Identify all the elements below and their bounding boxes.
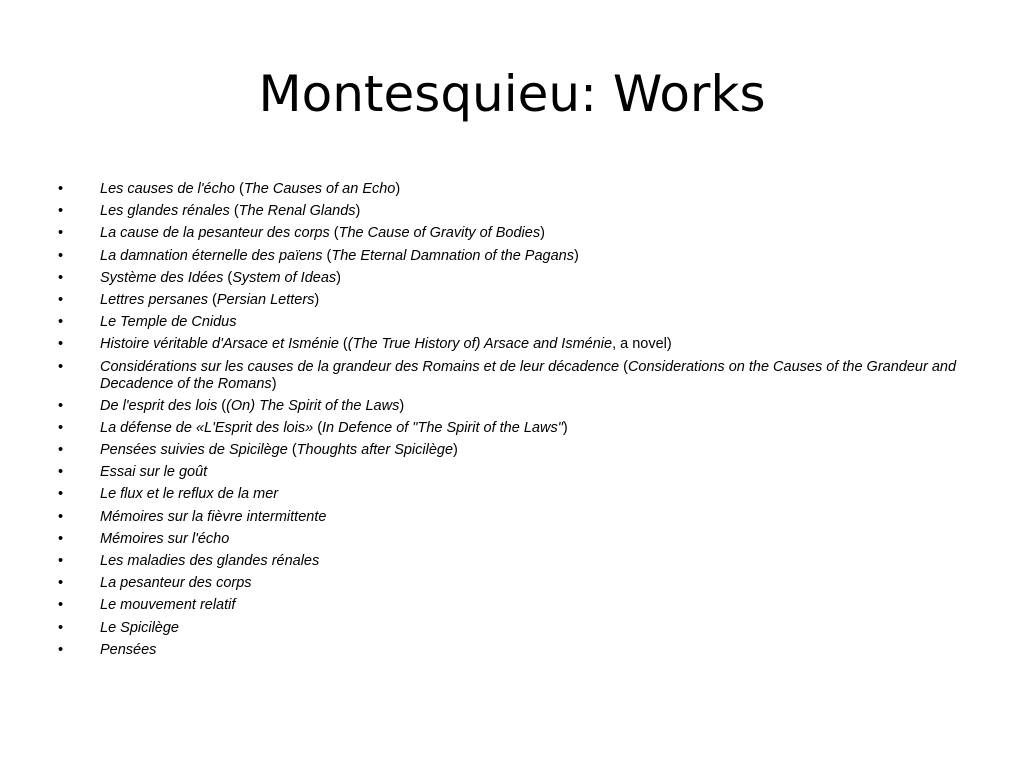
work-title-text: ( — [313, 419, 323, 436]
work-title-italic: Considerations on the Causes of the Grandeur and Decadence of the Romans — [100, 358, 957, 392]
bullet-icon: • — [58, 225, 64, 242]
slide-title: Montesquieu: Works — [258, 65, 766, 123]
work-title-italic: Pensées — [100, 641, 157, 658]
work-item — [58, 531, 978, 548]
work-title-italic: The Eternal Damnation of the Pagans — [331, 247, 574, 264]
work-item — [58, 575, 978, 592]
work-title-text: ) — [336, 269, 341, 286]
work-title-text: ) — [395, 181, 401, 197]
bullet-icon: • — [58, 181, 64, 197]
bullet-icon: • — [58, 530, 64, 547]
bullet-icon: • — [58, 597, 64, 614]
bullet-icon: • — [58, 358, 64, 375]
bullet-icon: • — [58, 336, 64, 353]
work-title-italic: The Cause of Gravity of Bodies — [338, 225, 541, 242]
work-item — [58, 203, 978, 220]
work-item — [58, 464, 978, 481]
work-title-italic: Les glandes rénales — [100, 203, 230, 220]
work-title-text: ( — [223, 269, 233, 286]
bullet-icon: • — [58, 442, 64, 459]
work-title-italic: Essai sur le goût — [100, 464, 208, 481]
work-title-italic: Le flux et le reflux de la mer — [100, 486, 279, 503]
bullet-icon: • — [58, 508, 64, 525]
work-title-italic: Le Temple de Cnidus — [100, 314, 237, 331]
work-item — [58, 553, 978, 570]
work-title-italic: Mémoires sur la fièvre intermittente — [100, 508, 327, 525]
work-title-italic: Mémoires sur l'écho — [100, 530, 230, 547]
work-item — [58, 181, 978, 198]
work-title-italic: In Defence of "The Spirit of the Laws" — [322, 419, 563, 436]
work-title-italic: Histoire véritable d'Arsace et Isménie — [100, 336, 339, 353]
work-item — [58, 486, 978, 503]
work-item — [58, 292, 978, 309]
work-title-italic: Lettres persanes — [100, 291, 209, 308]
work-title-italic: Persian Letters — [216, 291, 315, 308]
work-title-text: ( — [322, 247, 332, 264]
bullet-icon: • — [58, 419, 64, 436]
work-title-text: ) — [399, 397, 405, 414]
work-item — [58, 225, 978, 242]
work-title-text: ) — [562, 419, 568, 436]
work-title-italic: (On) The Spirit of the Laws — [226, 397, 400, 414]
work-item — [58, 442, 978, 459]
work-title-text: ) — [314, 291, 320, 308]
work-title-text: ( — [287, 442, 297, 459]
work-item — [58, 314, 978, 331]
work-title-text: ( — [208, 291, 217, 308]
work-title-italic: Pensées suivies de Spicilège — [100, 442, 288, 459]
work-title-italic: The Causes of an Echo — [243, 181, 396, 197]
work-title-text: ( — [217, 397, 227, 414]
work-title-text: ( — [229, 203, 239, 220]
bullet-icon: • — [58, 619, 64, 636]
bullet-icon: • — [58, 291, 64, 308]
work-title-italic: La défense de «L'Esprit des lois» — [100, 419, 314, 436]
work-title-italic: La damnation éternelle des païens — [100, 247, 323, 264]
work-item — [58, 509, 978, 526]
work-title-text: ) — [271, 375, 277, 392]
bullet-icon: • — [58, 641, 64, 658]
bullet-icon: • — [58, 269, 64, 286]
work-item — [58, 248, 978, 265]
work-item — [58, 642, 978, 659]
work-title-text: ) — [573, 247, 579, 264]
bullet-icon: • — [58, 486, 64, 503]
work-title-text: ( — [234, 181, 244, 197]
bullet-icon: • — [58, 464, 64, 481]
work-item — [58, 420, 978, 437]
work-item — [58, 597, 978, 614]
bullet-icon: • — [58, 575, 64, 592]
work-title-italic: La pesanteur des corps — [100, 575, 252, 592]
work-title-italic: (The True History of) Arsace and Isménie — [347, 336, 613, 353]
work-item — [58, 359, 978, 393]
bullet-icon: • — [58, 553, 64, 569]
works-list — [58, 181, 978, 664]
bullet-icon: • — [58, 247, 64, 264]
work-title-italic: Les maladies des glandes rénales — [100, 553, 320, 569]
work-title-italic: De l'esprit des lois — [100, 397, 218, 414]
work-title-text: ( — [619, 358, 628, 375]
bullet-icon: • — [58, 203, 64, 220]
work-item — [58, 336, 978, 353]
work-title-italic: System of Ideas — [232, 269, 337, 286]
bullet-icon: • — [58, 397, 64, 414]
work-title-italic: La cause de la pesanteur des corps — [100, 225, 330, 242]
work-item — [58, 620, 978, 637]
work-title-text: ( — [329, 225, 339, 242]
work-title-italic: Le mouvement relatif — [100, 597, 236, 614]
bullet-icon: • — [58, 314, 64, 331]
work-title-italic: Système des Idées — [100, 269, 224, 286]
work-title-text: ) — [453, 442, 458, 459]
work-title-italic: The Renal Glands — [238, 203, 356, 220]
work-item — [58, 398, 978, 415]
work-title-italic: Thoughts after Spicilège — [296, 442, 454, 459]
work-title-text: , a novel) — [612, 336, 672, 353]
work-title-text: ) — [540, 225, 545, 242]
work-title-italic: Les causes de l'écho — [100, 181, 235, 197]
work-item — [58, 270, 978, 287]
work-title-text: ) — [355, 203, 361, 220]
work-title-italic: Considérations sur les causes de la grandeur des Romains et de leur décadence — [100, 358, 620, 375]
work-title-text: ( — [338, 336, 348, 353]
work-title-italic: Le Spicilège — [100, 619, 179, 636]
